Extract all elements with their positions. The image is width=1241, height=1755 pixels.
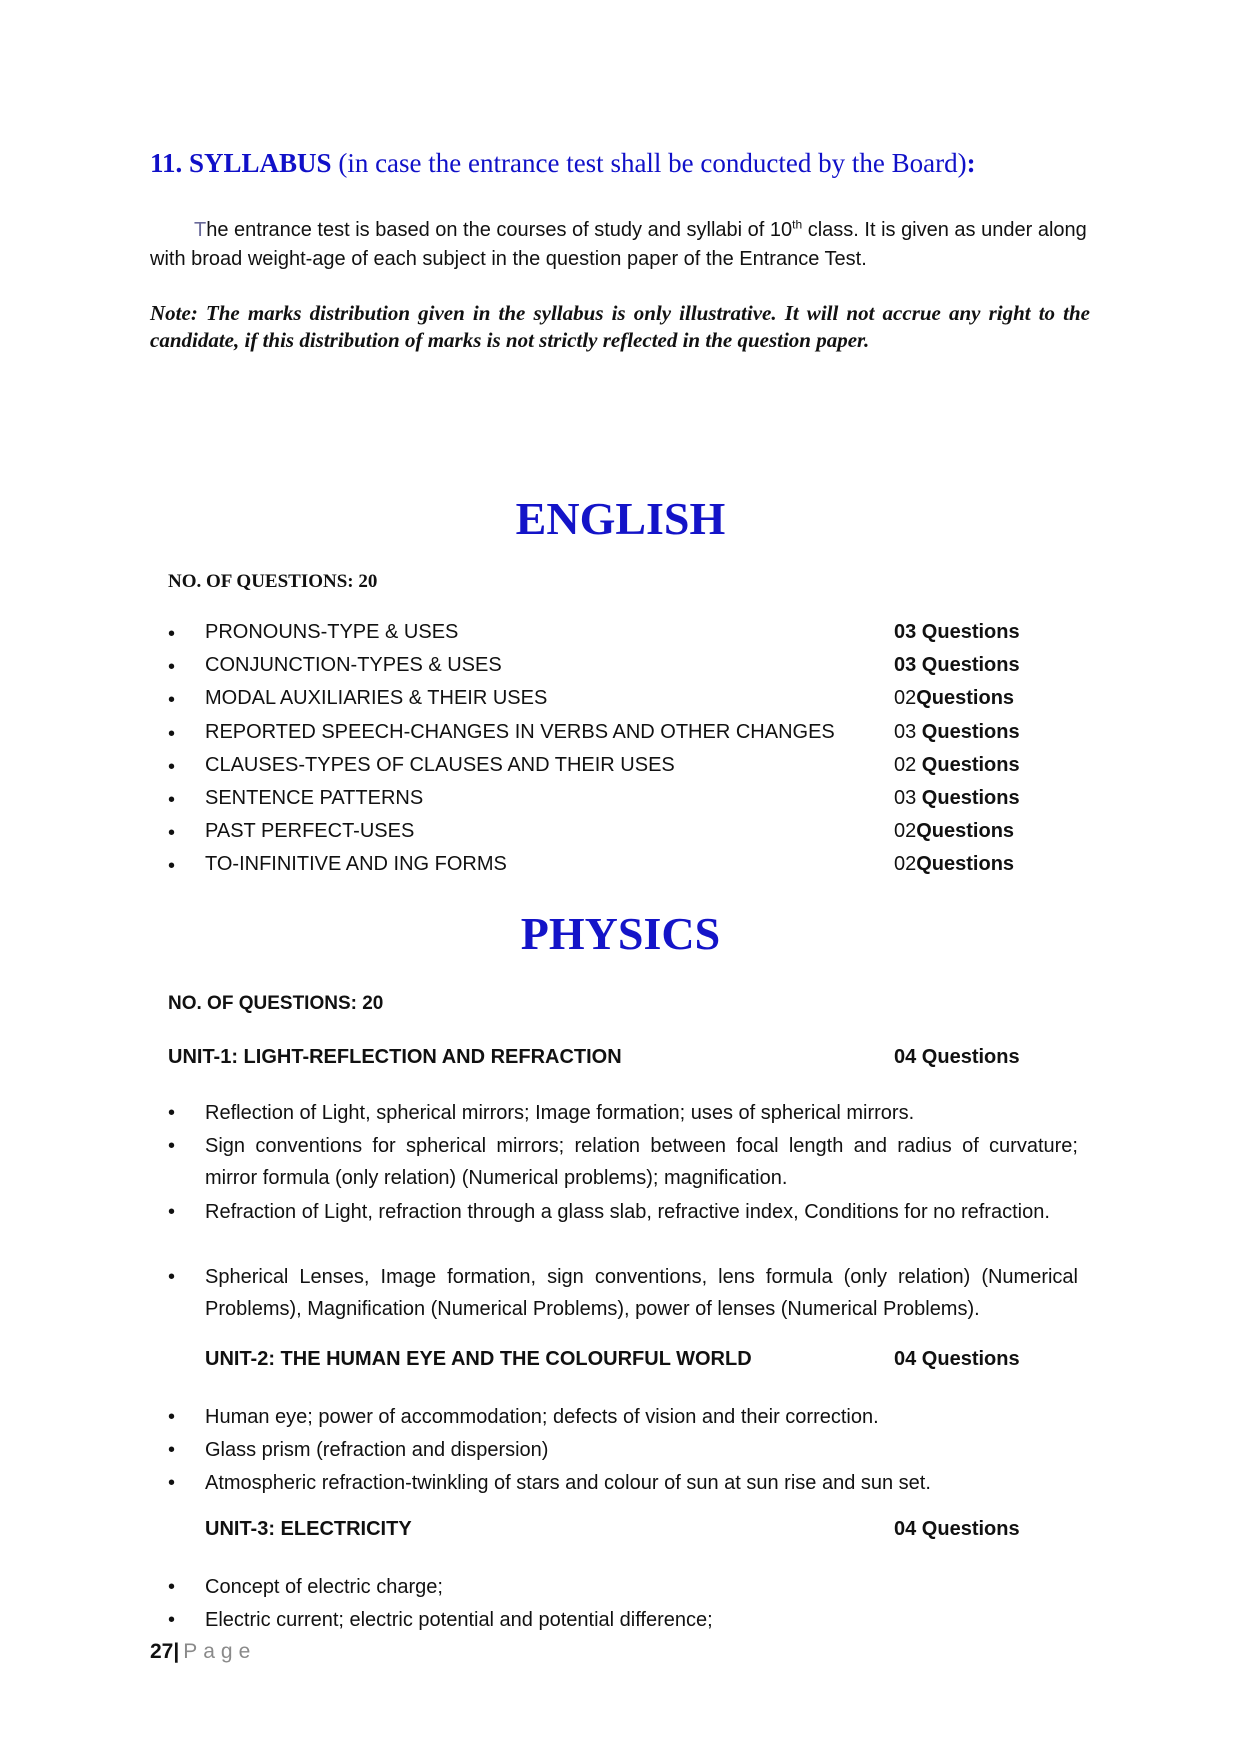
topic-question-count [894,621,1020,644]
topic-label: SENTENCE PATTERNS [205,787,424,809]
question-word: Questions [916,654,1020,676]
question-number: 02 [894,820,917,842]
topic-question-count [894,787,1020,810]
topic-label: CLAUSES-TYPES OF CLAUSES AND THEIR USES [205,754,675,776]
bullet-icon: • [168,1609,176,1631]
intro-text-b: class. It is given as under along with broad weight-age of each subject in the question paper of the Entrance Test. [150,219,1087,270]
bullet-text: Reflection of Light, spherical mirrors; Image formation; uses of spherical mirrors. [205,1102,915,1124]
bullet-icon: • [168,1439,176,1461]
question-number: 03 [894,654,917,676]
topic-question-count [894,853,1014,876]
topic-question-count [894,654,1020,677]
bullet-text: Sign conventions for spherical mirrors; relation between focal length and radius of curvature; mirror formula (only relation) (Numerical problems); magnification. [205,1135,1078,1189]
english-topic-row [168,787,1108,820]
heading-colon: : [966,148,976,178]
note-paragraph: Note: The marks distribution given in the syllabus is only illustrative. It will not accrue any right to the candidate, if this distribution of marks is not strictly reflected in the question paper. [150,301,1090,352]
unit2-title: UNIT-2: THE HUMAN EYE AND THE COLOURFUL WORLD [205,1348,752,1370]
unit3-questions: 04 Questions [894,1518,1020,1540]
bullet-icon: • [168,1201,176,1223]
bullet-item [168,1261,1078,1325]
question-number: 03 [894,721,917,743]
bullet-icon: • [168,723,176,745]
intro-first-letter: T [194,219,207,241]
topic-label: MODAL AUXILIARIES & THEIR USES [205,687,548,709]
question-word: Questions [916,820,1015,842]
unit2-questions: 04 Questions [894,1348,1020,1370]
topic-question-count [894,721,1020,744]
bullet-item [168,1571,1078,1603]
bullet-icon: • [168,1406,176,1428]
bullet-text: Glass prism (refraction and dispersion) [205,1439,549,1461]
question-number: 02 [894,853,917,875]
topic-label: REPORTED SPEECH-CHANGES IN VERBS AND OTHER CHANGES [205,721,835,743]
topic-label: PRONOUNS-TYPE & USES [205,621,459,643]
bullet-icon: • [168,855,176,877]
bullet-icon: • [168,689,176,711]
unit1-questions: 04 Questions [894,1046,1020,1068]
question-word: Questions [916,853,1015,875]
intro-sup: th [792,217,803,232]
bullet-text: Spherical Lenses, Image formation, sign conventions, lens formula (only relation) (Numerical Problems), Magnification (Numerical Problems), power of lenses (Numerical Problems). [205,1266,1078,1320]
bullet-icon: • [168,1266,176,1288]
english-no-of-questions: NO. OF QUESTIONS: 20 [168,571,378,592]
physics-title: PHYSICS [520,908,721,959]
bullet-item [168,1196,1078,1228]
question-word: Questions [916,754,1020,776]
bullet-item [168,1604,1078,1636]
english-title: ENGLISH [515,493,726,544]
bullet-icon: • [168,623,176,645]
bullet-icon: • [168,822,176,844]
footer-page-label: Page [183,1640,257,1663]
question-word: Questions [916,621,1020,643]
physics-no-of-questions: NO. OF QUESTIONS: 20 [168,993,384,1014]
page-footer [150,1640,256,1664]
bullet-text: Concept of electric charge; [205,1576,443,1598]
bullet-icon: • [168,1102,176,1124]
heading-number: 11. SYLLABUS [150,148,332,178]
question-number: 02 [894,754,917,776]
topic-label: PAST PERFECT-USES [205,820,415,842]
footer-separator: | [173,1640,180,1663]
bullet-item [168,1130,1078,1194]
english-topic-row [168,820,1108,853]
bullet-item [168,1467,1078,1499]
intro-text-a: he entrance test is based on the courses of study and syllabi of 10 [206,219,793,241]
topic-label: CONJUNCTION-TYPES & USES [205,654,502,676]
bullet-text: Electric current; electric potential and potential difference; [205,1609,713,1631]
topic-question-count [894,820,1014,843]
bullet-item [168,1097,1078,1129]
bullet-icon: • [168,656,176,678]
bullet-text: Refraction of Light, refraction through a glass slab, refractive index, Conditions for no refraction. [205,1201,1050,1223]
bullet-icon: • [168,756,176,778]
english-topic-row [168,754,1108,787]
intro-paragraph [150,216,1090,274]
english-topic-row [168,721,1108,754]
topic-question-count [894,687,1014,710]
english-topic-row [168,687,1108,720]
bullet-icon: • [168,1135,176,1157]
bullet-icon: • [168,1576,176,1598]
heading-rest: (in case the entrance test shall be conducted by the Board) [331,148,967,178]
bullet-text: Atmospheric refraction-twinkling of stars and colour of sun at sun rise and sun set. [205,1472,931,1494]
question-number: 02 [894,687,917,709]
section-heading [150,148,976,179]
english-topic-row [168,853,1108,886]
question-number: 03 [894,621,917,643]
question-number: 03 [894,787,917,809]
page-number: 27 [150,1640,174,1663]
english-topic-row [168,621,1108,654]
topic-question-count [894,754,1020,777]
bullet-icon: • [168,1472,176,1494]
bullet-item [168,1401,1078,1433]
topic-label: TO-INFINITIVE AND ING FORMS [205,853,507,875]
bullet-icon: • [168,789,176,811]
question-word: Questions [916,787,1020,809]
unit1-title: UNIT-1: LIGHT-REFLECTION AND REFRACTION [168,1046,622,1068]
bullet-item [168,1434,1078,1466]
bullet-text: Human eye; power of accommodation; defects of vision and their correction. [205,1406,879,1428]
unit3-title: UNIT-3: ELECTRICITY [205,1518,412,1540]
question-word: Questions [916,721,1020,743]
english-topic-row [168,654,1108,687]
question-word: Questions [916,687,1015,709]
